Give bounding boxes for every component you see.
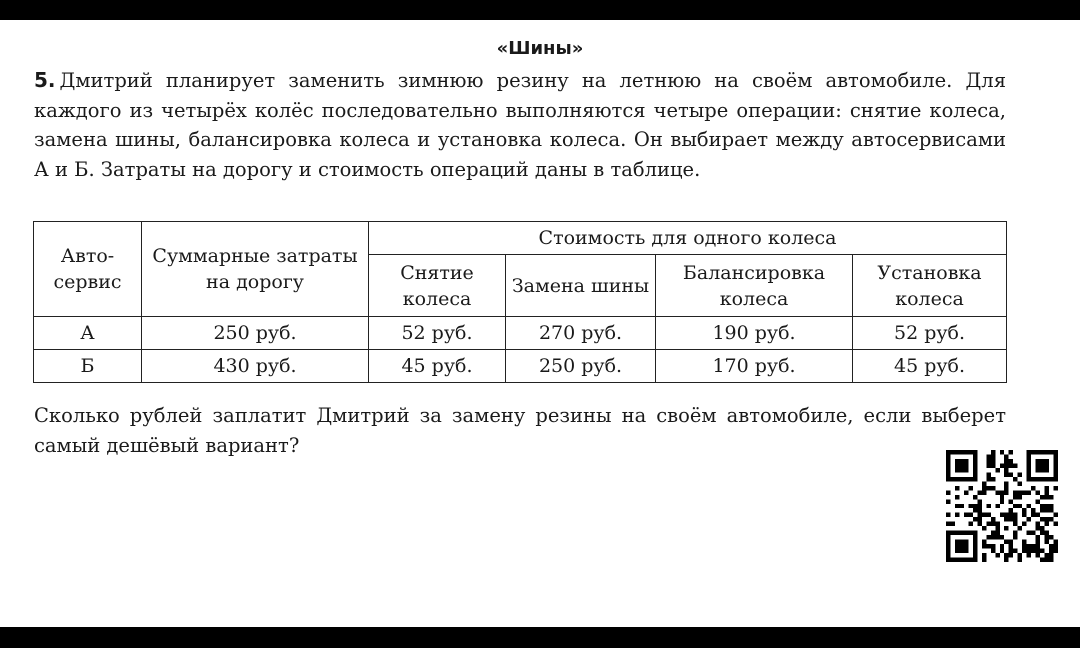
cell-removal: 52 руб. (369, 317, 506, 350)
problem-statement (34, 66, 1006, 184)
problem-text: Дмитрий планирует заменить зимнюю резину на летнюю на своём автомобиле. Для каждого из четырёх колёс последовательно выполняются четыре операции: снятие колеса, замена шины, балансировка колеса и установка колеса. Он выбирает между автосервисами А и Б. Затраты на дорогу и стоимость операций даны в таблице. (34, 69, 1006, 181)
header-road-costs: Суммарные затраты на дорогу (142, 222, 369, 317)
qr-code (946, 450, 1058, 562)
problem-title: «Шины» (496, 38, 584, 59)
header-installation: Установка колеса (853, 255, 1007, 317)
cell-service: Б (34, 350, 142, 383)
question-text: Сколько рублей заплатит Дмитрий за замену резины на своём автомобиле, если выберет самый дешёвый вариант? (34, 404, 1006, 457)
prices-table (33, 221, 1007, 383)
cell-balancing: 170 руб. (656, 350, 853, 383)
table-row (34, 350, 1007, 383)
cell-tire-change: 270 руб. (506, 317, 656, 350)
table-row (34, 317, 1007, 350)
cell-road: 430 руб. (142, 350, 369, 383)
cell-road: 250 руб. (142, 317, 369, 350)
header-service: Авто-сервис (34, 222, 142, 317)
header-removal: Снятие колеса (369, 255, 506, 317)
cell-installation: 45 руб. (853, 350, 1007, 383)
cell-installation: 52 руб. (853, 317, 1007, 350)
cell-balancing: 190 руб. (656, 317, 853, 350)
problem-number: 5. (34, 68, 56, 92)
header-cost-per-wheel: Стоимость для одного колеса (369, 222, 1007, 255)
header-tire-change: Замена шины (506, 255, 656, 317)
cell-tire-change: 250 руб. (506, 350, 656, 383)
cell-service: А (34, 317, 142, 350)
cell-removal: 45 руб. (369, 350, 506, 383)
header-balancing: Балансировка колеса (656, 255, 853, 317)
